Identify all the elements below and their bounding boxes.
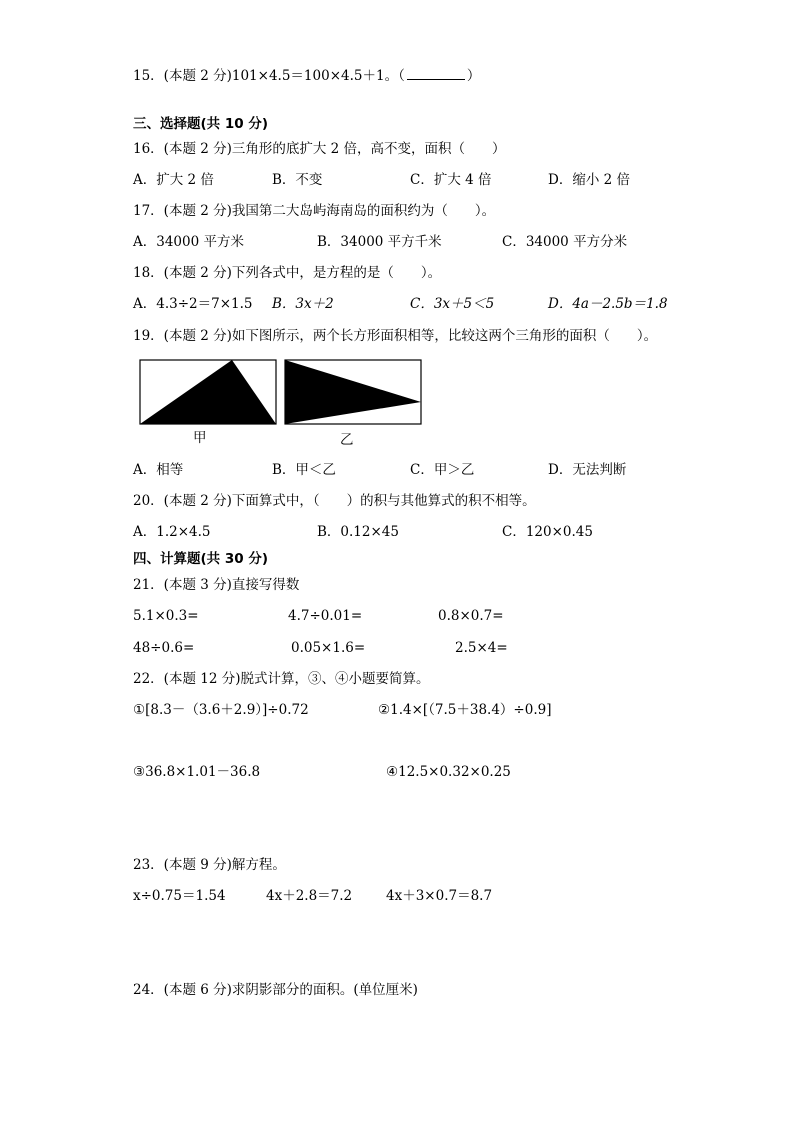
- question-22-stem: 22．(本题 12 分)脱式计算，③、④小题要简算。: [133, 671, 430, 687]
- calc-item: 5.1×0.3=: [133, 608, 199, 624]
- question-23-stem: 23．(本题 9 分)解方程。: [133, 857, 286, 873]
- option-c[interactable]: C．34000 平方分米: [502, 234, 628, 250]
- option-b[interactable]: B．3x＋2: [272, 296, 334, 312]
- calc-item: ①[8.3－（3.6＋2.9）]÷0.72: [133, 702, 309, 718]
- equation-item: 4x＋2.8＝7.2: [266, 888, 353, 904]
- question-15: [133, 69, 480, 84]
- calc-item: 0.05×1.6=: [291, 640, 366, 656]
- option-a[interactable]: A．34000 平方米: [133, 234, 244, 250]
- calc-item: ③36.8×1.01－36.8: [133, 764, 261, 780]
- calc-item: 0.8×0.7=: [438, 608, 504, 624]
- question-20-stem: 20．(本题 2 分)下面算式中，（ ）的积与其他算式的积不相等。: [133, 493, 536, 509]
- option-a[interactable]: A．4.3÷2＝7×1.5: [133, 296, 253, 312]
- section-title-choice: 三、选择题(共 10 分): [133, 116, 269, 132]
- section-title-calc: 四、计算题(共 30 分): [133, 551, 269, 567]
- question-18-stem: 18．(本题 2 分)下列各式中，是方程的是（ ）。: [133, 265, 442, 281]
- option-c[interactable]: C．甲＞乙: [410, 462, 475, 478]
- label-jia: 甲: [193, 430, 207, 446]
- option-b[interactable]: B．甲＜乙: [272, 462, 336, 478]
- option-a[interactable]: A．相等: [133, 462, 184, 478]
- calc-item: 48÷0.6=: [133, 640, 195, 656]
- question-19-stem: 19．(本题 2 分)如下图所示，两个长方形面积相等，比较这两个三角形的面积（ ）。: [133, 328, 658, 344]
- option-c[interactable]: C．120×0.45: [502, 524, 593, 540]
- question-15-close: ）: [466, 68, 481, 84]
- option-d[interactable]: D．4a－2.5b＝1.8: [548, 296, 668, 312]
- calc-item: ②1.4×[（7.5＋38.4）÷0.9]: [378, 702, 552, 718]
- rectangles-figure: [138, 358, 424, 430]
- answer-blank[interactable]: [407, 69, 465, 80]
- question-21-stem: 21．(本题 3 分)直接写得数: [133, 577, 300, 593]
- option-a[interactable]: A．1.2×4.5: [133, 524, 211, 540]
- calc-item: 2.5×4=: [455, 640, 508, 656]
- question-15-text: 15．(本题 2 分)101×4.5＝100×4.5＋1。（: [133, 68, 405, 84]
- equation-item: x÷0.75＝1.54: [133, 888, 226, 904]
- option-b[interactable]: B．不变: [272, 172, 323, 188]
- option-c[interactable]: C．扩大 4 倍: [410, 172, 492, 188]
- option-c[interactable]: C．3x＋5＜5: [410, 296, 495, 312]
- option-b[interactable]: B．34000 平方千米: [317, 234, 442, 250]
- label-yi: 乙: [340, 432, 354, 448]
- calc-item: ④12.5×0.32×0.25: [386, 764, 511, 780]
- option-d[interactable]: D．无法判断: [548, 462, 627, 478]
- question-24-stem: 24．(本题 6 分)求阴影部分的面积。(单位厘米): [133, 982, 418, 998]
- question-17-stem: 17．(本题 2 分)我国第二大岛屿海南岛的面积约为（ ）。: [133, 203, 496, 219]
- calc-item: 4.7÷0.01=: [288, 608, 363, 624]
- equation-item: 4x＋3×0.7＝8.7: [386, 888, 493, 904]
- option-b[interactable]: B．0.12×45: [317, 524, 399, 540]
- option-d[interactable]: D．缩小 2 倍: [548, 172, 630, 188]
- question-16-stem: 16．(本题 2 分)三角形的底扩大 2 倍，高不变，面积（ ）: [133, 141, 506, 157]
- option-a[interactable]: A．扩大 2 倍: [133, 172, 214, 188]
